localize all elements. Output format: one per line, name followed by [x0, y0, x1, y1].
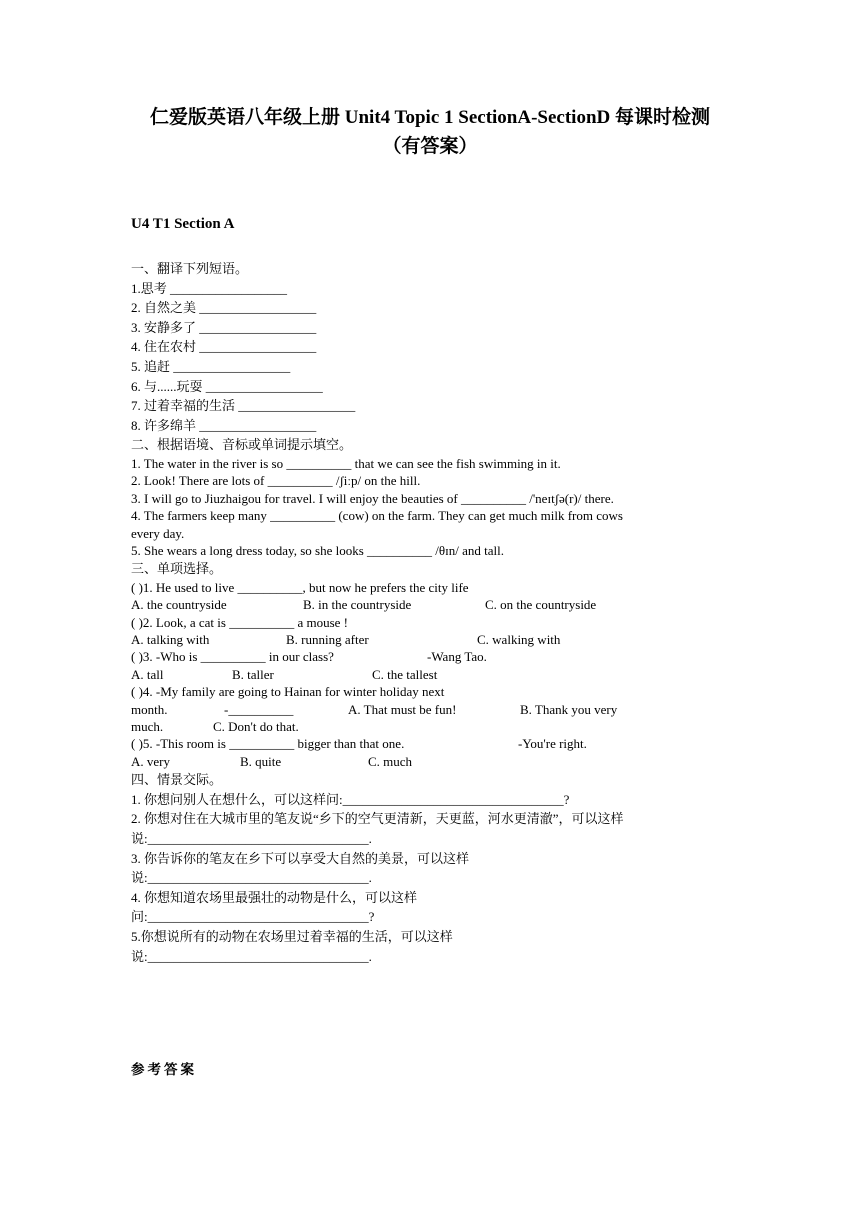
part4-item: 5.你想说所有的动物在农场里过着幸福的生活，可以这样 [131, 928, 453, 944]
question-4-blank: -__________ [224, 701, 294, 717]
option-b: B. running after [286, 632, 369, 648]
part1-item: 7. 过着幸福的生活 __________________ [131, 398, 356, 414]
option-a: A. very [131, 753, 170, 769]
question-5-options [131, 753, 731, 770]
part1-item: 6. 与......玩耍 __________________ [131, 378, 323, 394]
option-c: C. on the countryside [485, 597, 597, 613]
document-title [100, 103, 760, 161]
part4-item-continued: 问:__________________________________? [131, 909, 375, 925]
part1-item: 3. 安静多了 __________________ [131, 319, 317, 335]
answer-key-heading: 参考答案 [131, 1062, 197, 1077]
question-1: ( )1. He used to live __________, but now he prefers the city life [131, 579, 469, 595]
question-5-text: ( )5. -This room is __________ bigger than that one. [131, 736, 405, 752]
option-b: B. taller [232, 666, 274, 682]
part2-item: 4. The farmers keep many __________ (cow) on the farm. They can get much milk from cows [131, 508, 623, 524]
option-c: C. walking with [477, 632, 561, 648]
part2-item: 3. I will go to Jiuzhaigou for travel. I will enjoy the beauties of __________ /'neɪtʃə(r)/ there. [131, 490, 614, 506]
question-4-continued [131, 701, 731, 718]
part1-heading: 一、翻译下列短语。 [131, 261, 249, 276]
part2-heading: 二、根据语境、音标或单词提示填空。 [131, 437, 353, 453]
option-a: A. the countryside [131, 597, 227, 613]
part1-item: 8. 许多绵羊 __________________ [131, 417, 317, 433]
title-line-1: 仁爱版英语八年级上册 Unit4 Topic 1 SectionA-SectionD 每课时检测 [150, 107, 710, 128]
question-4-text: month. [131, 701, 168, 717]
question-1-options [131, 596, 731, 613]
part4-item: 3. 你告诉你的笔友在乡下可以享受大自然的美景，可以这样 [131, 850, 470, 866]
part2-item: 2. Look! There are lots of __________ /ʃiːp/ on the hill. [131, 473, 421, 489]
part4-item-continued: 说:__________________________________. [131, 870, 372, 886]
option-a: A. That must be fun! [348, 701, 457, 717]
part2-item: 5. She wears a long dress today, so she looks __________ /θɪn/ and tall. [131, 542, 504, 558]
exercise-body [131, 259, 731, 966]
part4-item: 4. 你想知道农场里最强壮的动物是什么，可以这样 [131, 889, 418, 905]
part1-item: 4. 住在农村 __________________ [131, 339, 317, 355]
question-5-reply: -You're right. [518, 736, 587, 752]
question-3-text: ( )3. -Who is __________ in our class? [131, 649, 334, 665]
question-2: ( )2. Look, a cat is __________ a mouse ! [131, 614, 348, 630]
part4-item-continued: 说:__________________________________. [131, 830, 372, 846]
part4-item: 1. 你想问别人在想什么，可以这样问:__________________________________? [131, 791, 570, 807]
option-c: C. Don't do that. [213, 719, 299, 734]
question-2-options [131, 631, 731, 648]
option-b: B. quite [240, 753, 282, 769]
section-heading: U4 T1 Section A [131, 216, 235, 232]
option-a: A. talking with [131, 632, 210, 648]
question-3 [131, 648, 731, 665]
part1-item: 1.思考 __________________ [131, 280, 288, 296]
option-a: A. tall [131, 666, 164, 682]
part2-item-continued: every day. [131, 525, 185, 541]
part4-item: 2. 你想对住在大城市里的笔友说“乡下的空气更清新，天更蓝，河水更清澈”，可以这样 [131, 811, 624, 827]
part2-item: 1. The water in the river is so __________ that we can see the fish swimming in it. [131, 455, 561, 471]
part4-item-continued: 说:__________________________________. [131, 948, 372, 964]
part1-item: 2. 自然之美 __________________ [131, 300, 317, 316]
option-c: C. much [368, 753, 413, 769]
part3-heading: 三、单项选择。 [131, 561, 223, 577]
part1-item: 5. 追赶 __________________ [131, 358, 291, 374]
option-c: C. the tallest [372, 666, 438, 682]
option-b: B. in the countryside [303, 597, 412, 613]
question-5 [131, 735, 731, 752]
question-3-reply: -Wang Tao. [427, 649, 487, 665]
question-3-options [131, 666, 731, 683]
question-4: ( )4. -My family are going to Hainan for winter holiday next [131, 684, 445, 700]
option-b: B. Thank you very [520, 701, 618, 717]
part4-heading: 四、情景交际。 [131, 772, 223, 788]
option-b-continued: much. [131, 719, 164, 734]
title-line-2: （有答案） [382, 136, 478, 157]
question-4-continued [131, 718, 731, 735]
